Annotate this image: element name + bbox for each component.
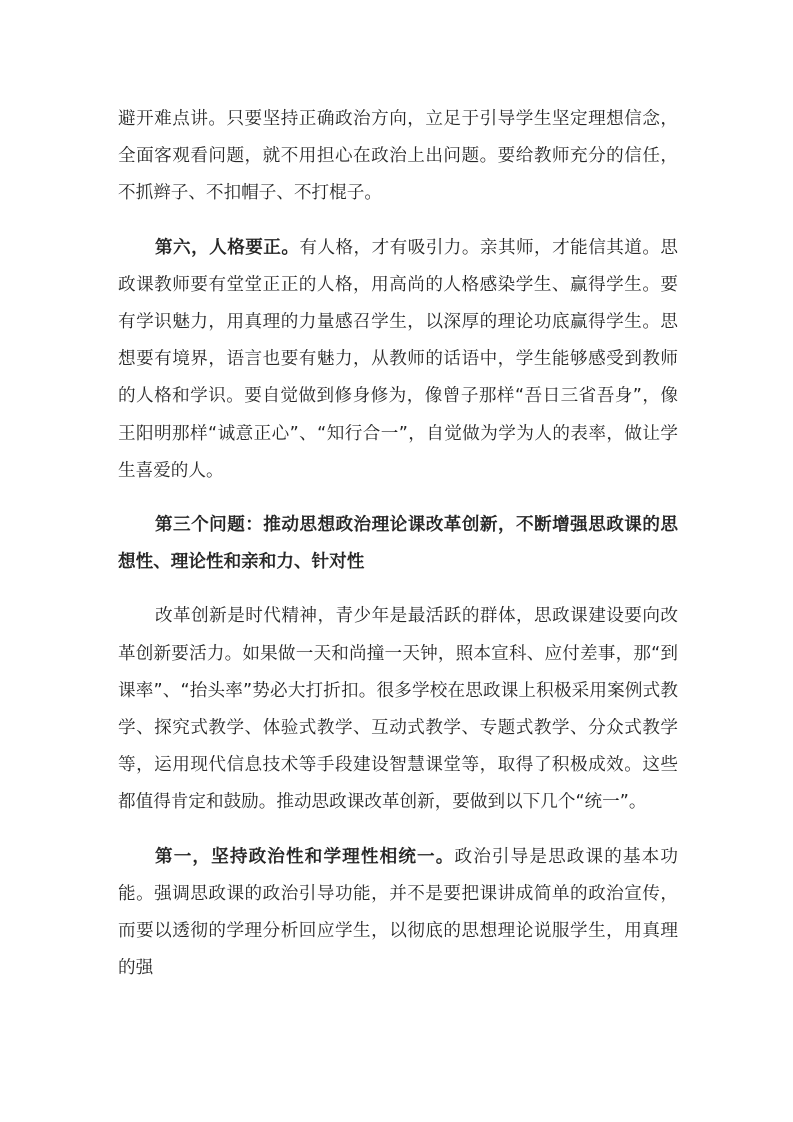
paragraph-continuation: [118, 101, 678, 213]
paragraph-first-unity: [118, 839, 678, 988]
document-page: [118, 101, 678, 987]
paragraph-personality: [118, 230, 678, 490]
paragraph-text: 改革创新是时代精神，青少年是最活跃的群体，思政课建设要向改革创新要活力。如果做一天和尚撞一天钟，照本宣科、应付差事，那“到课率”、“抬头率”势必大打折扣。很多学校在思政课上积极采用案例式教学、探究式教学、体验式教学、互动式教学、专题式教学、分众式教学等，运用现代信息技术等手段建设智慧课堂等，取得了积极成效。这些都值得肯定和鼓励。推动思政课改革创新，要做到以下几个“统一”。: [118, 606, 678, 813]
paragraph-heading: 第六，人格要正。: [155, 237, 300, 258]
paragraph-text: 避开难点讲。只要坚持正确政治方向，立足于引导学生坚定理想信念，全面客观看问题，就不用担心在政治上出问题。要给教师充分的信任，不抓辫子、不扣帽子、不打棍子。: [118, 109, 678, 204]
paragraph-text: 有人格，才有吸引力。亲其师，才能信其道。思政课教师要有堂堂正正的人格，用高尚的人格感染学生、赢得学生。要有学识魅力，用真理的力量感召学生，以深厚的理论功底赢得学生。思想要有境界，语言也要有魅力，从教师的话语中，学生能够感受到教师的人格和学识。要自觉做到修身修为，像曾子那样“吾日三省吾身”，像王阳明那样“诚意正心”、“知行合一”，自觉做为学为人的表率，做让学生喜爱的人。: [118, 237, 678, 481]
paragraph-reform: [118, 598, 678, 821]
section-heading-text: 第三个问题：推动思想政治理论课改革创新，不断增强思政课的思想性、理论性和亲和力、针对性: [118, 515, 678, 573]
paragraph-heading: 第一，坚持政治性和学理性相统一。: [155, 846, 455, 867]
section-heading: [118, 507, 678, 581]
paragraph-text: 政治引导是思政课的基本功能。强调思政课的政治引导功能，并不是要把课讲成简单的政治宣传，而要以透彻的学理分析回应学生，以彻底的思想理论说服学生，用真理的强: [118, 846, 678, 979]
